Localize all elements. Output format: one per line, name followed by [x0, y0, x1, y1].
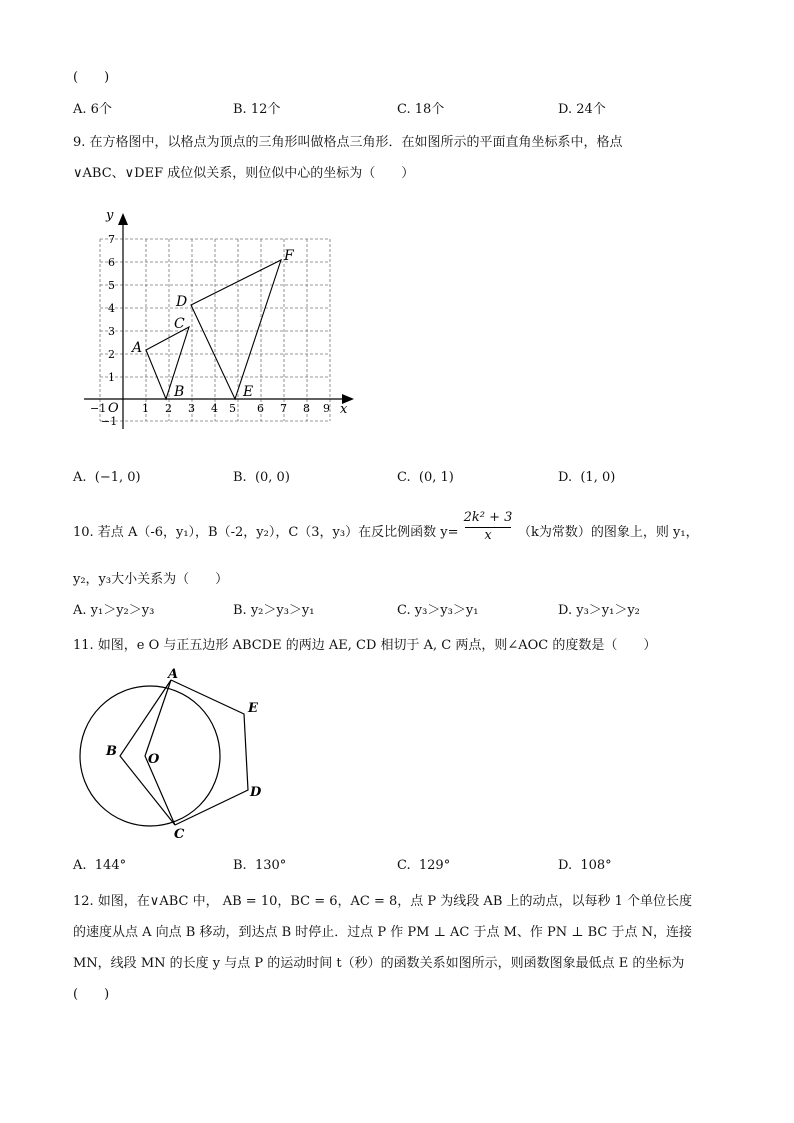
q8-option-d: D. 24个: [558, 102, 606, 117]
q10-stem-prefix: 10. 若点 A（-6，y₁），B（-2，y₂），C（3，y₃）在反比例函数 y=: [73, 525, 459, 540]
q8-option-a: A. 6个: [73, 102, 112, 117]
q10-option-d: D. y₃＞y₁＞y₂: [558, 603, 640, 618]
q10-stem-suffix: （k为常数）的图象上，则 y₁，: [518, 525, 699, 540]
q9-xtick: 7: [280, 402, 287, 415]
q8-answer-paren: ( ): [73, 70, 110, 85]
q9-xtick: 5: [229, 402, 236, 415]
q11-point-e: E: [248, 701, 258, 716]
q9-ytick: 6: [108, 256, 115, 269]
q9-stem-line2: ∨ABC、∨DEF 成位似关系，则位似中心的坐标为（ ）: [73, 166, 415, 181]
q9-point-a: A: [132, 340, 143, 356]
q9-ytick: 4: [108, 302, 115, 315]
q9-xtick: 9: [323, 402, 330, 415]
q11-point-a: A: [168, 667, 179, 682]
q11-point-b: B: [106, 744, 117, 759]
q8-option-b: B. 12个: [233, 102, 281, 117]
q9-point-c: C: [174, 316, 185, 332]
q9-option-d: D. (1, 0): [558, 470, 616, 485]
q9-xtick: 6: [257, 402, 264, 415]
q9-ytick: 2: [108, 348, 115, 361]
q11-point-o: O: [148, 752, 160, 767]
q9-origin-label: O: [108, 401, 119, 416]
q9-xtick: 8: [303, 402, 310, 415]
q9-xtick: 2: [165, 402, 172, 415]
q9-y-axis-label: y: [106, 208, 114, 223]
q9-point-e: E: [243, 384, 254, 400]
q12-stem-line2: 的速度从点 A 向点 B 移动，到达点 B 时停止．过点 P 作 PM ⊥ AC 于点 M、作 PN ⊥ BC 于点 N，连接: [73, 925, 693, 940]
q9-ytick: −1: [101, 415, 118, 428]
q9-coordinate-figure: [70, 205, 370, 435]
q9-x-axis-label: x: [340, 402, 348, 417]
q10-option-a: A. y₁＞y₂＞y₃: [73, 603, 155, 618]
q9-ytick: 1: [108, 371, 115, 384]
q11-option-a: A. 144°: [73, 858, 127, 873]
q12-answer-paren: ( ): [73, 987, 110, 1002]
q9-xtick: 1: [142, 402, 149, 415]
q11-pentagon-circle-figure: [70, 662, 280, 847]
q9-stem-line1: 9. 在方格图中，以格点为顶点的三角形叫做格点三角形．在如图所示的平面直角坐标系中，格点: [73, 135, 623, 150]
q10-option-c: C. y₃＞y₃＞y₁: [397, 603, 479, 618]
q9-point-d: D: [176, 294, 188, 310]
q9-ytick: 5: [108, 279, 115, 292]
q11-stem-line1: 11. 如图，e O 与正五边形 ABCDE 的两边 AE, CD 相切于 A, C 两点，则∠AOC 的度数是（ ）: [73, 638, 657, 653]
q9-option-b: B. (0, 0): [233, 470, 290, 485]
q9-xtick: 4: [211, 402, 218, 415]
q9-option-a: A. (−1, 0): [73, 470, 141, 485]
q9-ytick: 3: [108, 325, 115, 338]
q11-option-d: D. 108°: [558, 858, 612, 873]
q12-stem-line1: 12. 如图，在∨ABC 中， AB = 10，BC = 6，AC = 8，点 P 为线段 AB 上的动点，以每秒 1 个单位长度: [73, 894, 693, 909]
q9-xtick: −1: [90, 402, 107, 415]
q12-stem-line3: MN，线段 MN 的长度 y 与点 P 的运动时间 t（秒）的函数关系如图所示，则函数图象最低点 E 的坐标为: [73, 956, 685, 971]
q11-option-c: C. 129°: [397, 858, 451, 873]
q9-option-c: C. (0, 1): [397, 470, 454, 485]
q9-xtick: 3: [188, 402, 195, 415]
q11-point-c: C: [174, 827, 185, 842]
q10-stem-line2: y₂，y₃大小关系为（ ）: [73, 572, 229, 587]
q10-numerator: 2k² + 3: [463, 510, 513, 525]
q9-point-f: F: [284, 248, 294, 264]
q9-point-b: B: [174, 384, 185, 400]
q11-option-b: B. 130°: [233, 858, 287, 873]
q11-point-d: D: [250, 785, 262, 800]
q9-ytick: 7: [108, 233, 115, 246]
q10-denominator: x: [484, 528, 492, 543]
q10-option-b: B. y₂＞y₃＞y₁: [233, 603, 315, 618]
q8-option-c: C. 18个: [397, 102, 445, 117]
q10-fraction: [463, 510, 513, 543]
